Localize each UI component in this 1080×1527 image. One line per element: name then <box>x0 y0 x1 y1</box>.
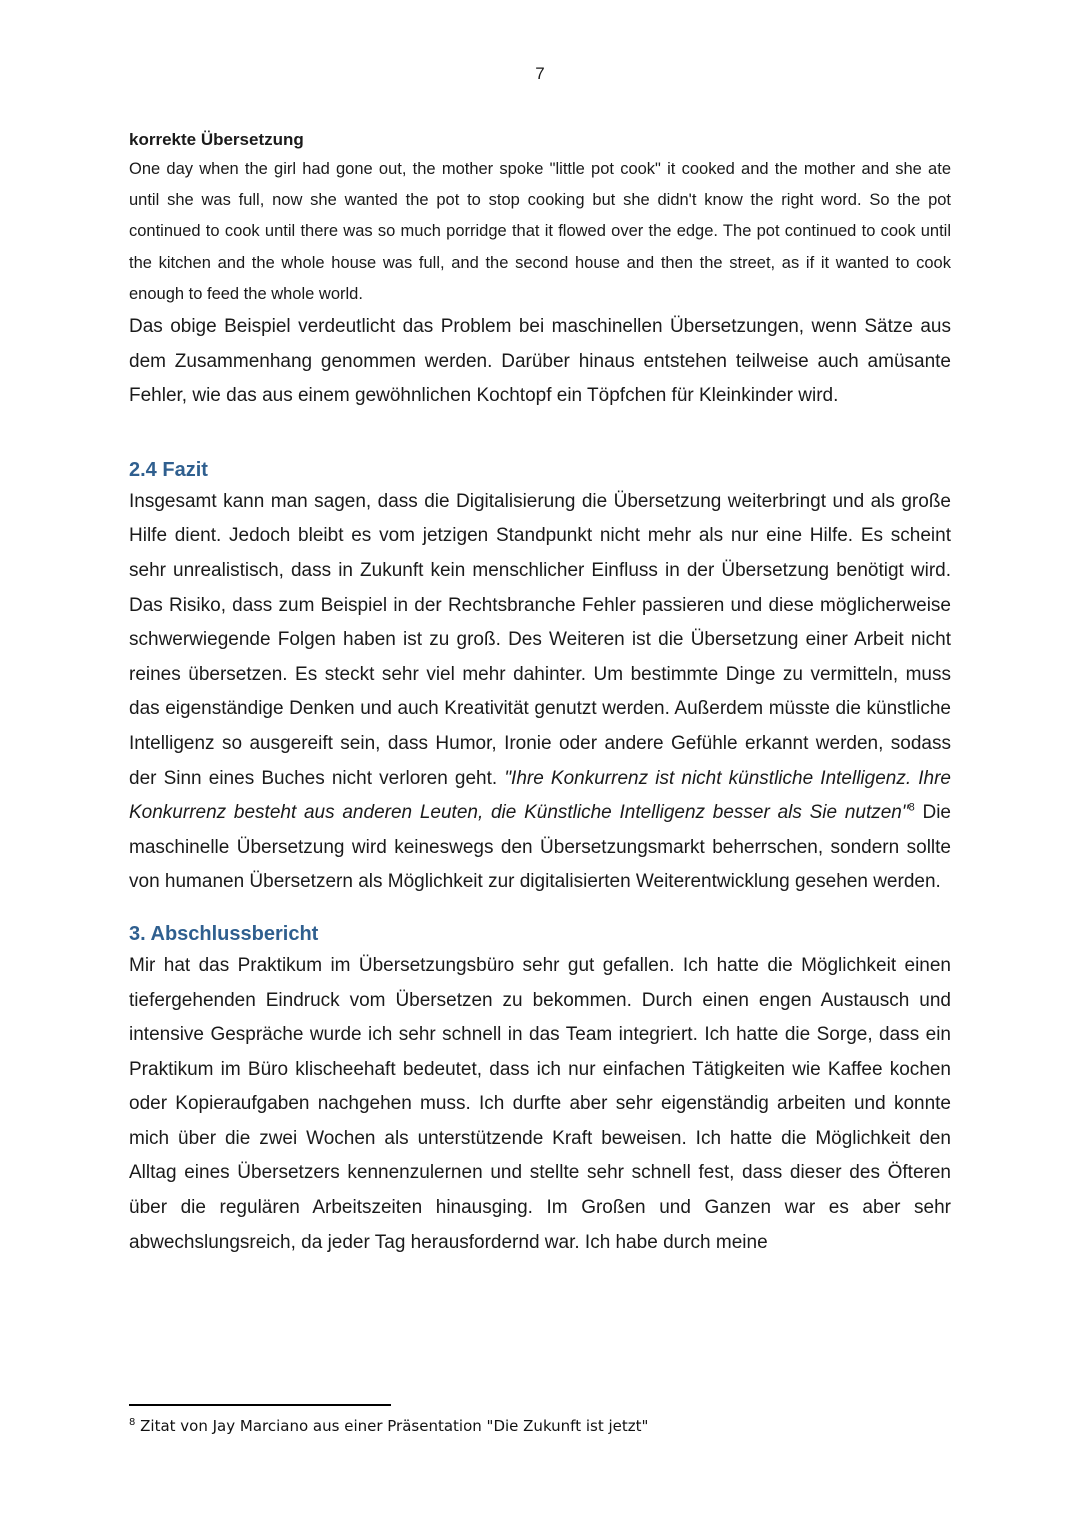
abschluss-paragraph: Mir hat das Praktikum im Übersetzungsbüro sehr gut gefallen. Ich hatte die Möglichkeit einen tiefergehenden Eindruck vom Übersetzen zu bekommen. Durch einen engen Austausch und intensive Gespräche wurde ich sehr schnell in das Team integriert. Ich hatte die Sorge, dass ein Praktikum im Büro klischeehaft bedeutet, dass ich nur einfachen Tätigkeiten wie Kaffee kochen oder Kopieraufgaben nachgehen muss. Ich durfte aber sehr eigenständig arbeiten und konnte mich über die zwei Wochen als unterstützende Kraft beweisen. Ich hatte die Möglichkeit den Alltag eines Übersetzers kennenzulernen und stellte sehr schnell fest, dass dieser des Öfteren über die regulären Arbeitszeiten hinausging. Im Großen und Ganzen war es aber sehr abwechslungsreich, da jeder Tag herausfordernd war. Ich habe durch meine <box>129 954 951 1253</box>
fazit-quote: "Ihre Konkurrenz ist nicht künstliche Intelligenz. Ihre Konkurrenz besteht aus anderen Leuten, die Künstliche Intelligenz besser als Sie nutzen" <box>129 767 951 824</box>
footnote-reference: 8 <box>908 801 915 814</box>
footnote-separator <box>129 1404 391 1406</box>
fazit-paragraph <box>129 485 951 900</box>
footnote-number: 8 <box>129 1417 136 1428</box>
analysis-paragraph: Das obige Beispiel verdeutlicht das Problem bei maschinellen Übersetzungen, wenn Sätze aus dem Zusammenhang genommen werden. Darüber hinaus entstehen teilweise auch amüsante Fehler, wie das aus einem gewöhnlichen Kochtopf ein Töpfchen für Kleinkinder wird. <box>129 316 951 407</box>
example-translation-text: One day when the girl had gone out, the mother spoke "little pot cook" it cooked and the mother and she ate until she was full, now she wanted the pot to stop cooking but she didn't know the right word. So the pot continued to cook until there was so much porridge that it flowed over the edge. The pot continued to cook until the kitchen and the whole house was full, and the second house and then the street, as if it wanted to cook enough to feed the whole world. <box>129 160 951 303</box>
section-heading-abschlussbericht: 3. Abschlussbericht <box>129 922 319 945</box>
fazit-text-after-quote: Die maschinelle Übersetzung wird keineswegs den Übersetzungsmarkt beherrschen, sondern sollte von humanen Übersetzern als Möglichkeit zur digitalisierten Weiterentwicklung gesehen werden. <box>129 802 951 893</box>
example-heading: korrekte Übersetzung <box>129 130 304 149</box>
page-content <box>129 126 951 1260</box>
footnote <box>129 1417 648 1435</box>
section-heading-fazit: 2.4 Fazit <box>129 458 208 481</box>
footnote-text: Zitat von Jay Marciano aus einer Präsentation "Die Zukunft ist jetzt" <box>135 1417 649 1435</box>
page-number: 7 <box>535 64 545 83</box>
fazit-text-before-quote: Insgesamt kann man sagen, dass die Digitalisierung die Übersetzung weiterbringt und als große Hilfe dient. Jedoch bleibt es vom jetzigen Standpunkt nicht mehr als nur eine Hilfe. Es scheint sehr unrealistisch, dass in Zukunft kein menschlicher Einfluss in der Übersetzung benötigt wird. Das Risiko, dass zum Beispiel in der Rechtsbranche Fehler passieren und diese möglicherweise schwerwiegende Folgen haben ist zu groß. Des Weiteren ist die Übersetzung einer Arbeit nicht reines übersetzen. Es steckt sehr viel mehr dahinter. Um bestimmte Dinge zu vermitteln, muss das eigenständige Denken und auch Kreativität genutzt werden. Außerdem müsste die künstliche Intelligenz so ausgereift sein, dass Humor, Ironie oder andere Gefühle erkannt werden, sodass der Sinn eines Buches nicht verloren geht. <box>129 490 951 789</box>
